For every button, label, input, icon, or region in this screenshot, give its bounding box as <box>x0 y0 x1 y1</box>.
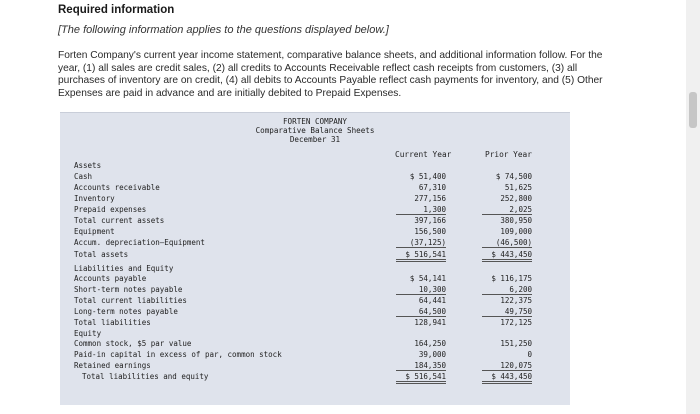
prior-value: (46,500) <box>482 238 532 248</box>
row-label: Long-term notes payable <box>74 307 178 316</box>
current-value: 164,250 <box>414 339 446 348</box>
prior-value: 6,200 <box>482 285 532 295</box>
row-label: Equity <box>74 329 102 338</box>
section-subtitle: [The following information applies to the questions displayed below.] <box>58 24 389 36</box>
current-value: 184,350 <box>396 361 446 371</box>
current-value: 1,300 <box>396 205 446 215</box>
row-label: Equipment <box>74 227 115 236</box>
current-value: 64,500 <box>396 307 446 317</box>
prior-value: $ 74,500 <box>495 172 532 181</box>
current-value: (37,125) <box>396 238 446 248</box>
prior-value: 151,250 <box>500 339 532 348</box>
row-label: Accounts payable <box>74 274 147 283</box>
scrollbar[interactable] <box>686 0 700 414</box>
prior-value: 252,800 <box>500 194 532 203</box>
row-label: Cash <box>74 172 93 181</box>
row-label: Assets <box>74 161 102 170</box>
row-label: Retained earnings <box>74 361 151 370</box>
row-label: Inventory <box>74 194 115 203</box>
row-label: Short-term notes payable <box>74 285 183 294</box>
statement-date: December 31 <box>289 135 341 144</box>
column-header-prior: Prior Year <box>485 150 532 159</box>
current-value: 156,500 <box>414 227 446 236</box>
prior-value: $ 443,450 <box>482 250 532 262</box>
current-value: 39,000 <box>418 350 446 359</box>
company-name: FORTEN COMPANY <box>282 117 347 126</box>
prior-value: 49,750 <box>482 307 532 317</box>
balance-sheet-panel <box>60 112 570 405</box>
current-value: $ 516,541 <box>396 250 446 262</box>
row-label: Prepaid expenses <box>74 205 147 214</box>
prior-value: 380,950 <box>500 216 532 225</box>
current-value: 277,156 <box>414 194 446 203</box>
current-value: $ 54,141 <box>409 274 446 283</box>
row-label: Total assets <box>74 250 129 259</box>
scrollbar-thumb[interactable] <box>689 92 697 128</box>
prior-value: $ 443,450 <box>482 372 532 384</box>
prior-value: 0 <box>527 350 532 359</box>
section-title: Required information <box>58 4 175 16</box>
row-label: Common stock, $5 par value <box>74 339 192 348</box>
prior-value: 122,375 <box>500 296 532 305</box>
row-label: Accum. depreciation—Equipment <box>74 238 205 247</box>
row-label: Total current liabilities <box>74 296 187 305</box>
current-value: $ 516,541 <box>396 372 446 384</box>
row-label: Total current assets <box>74 216 165 225</box>
statement-name: Comparative Balance Sheets <box>255 126 375 135</box>
current-value: 67,310 <box>418 183 446 192</box>
current-value: 128,941 <box>414 318 446 327</box>
prior-value: 2,025 <box>482 205 532 215</box>
row-label: Total liabilities and equity <box>82 372 209 381</box>
row-label: Accounts receivable <box>74 183 160 192</box>
prior-value: $ 116,175 <box>491 274 532 283</box>
intro-paragraph: Forten Company's current year income statement, comparative balance sheets, and additional information follow. For the year, (1) all sales are credit sales, (2) all credits to Accounts Receivable reflect cash receipts from customers, (3) all purchases of inventory are on credit, (4) all debits to Accounts Payable reflect cash payments for inventory, and (5) Other Expenses are paid in advance and are initially debited to Prepaid Expenses. <box>58 50 603 99</box>
row-label: Total liabilities <box>74 318 151 327</box>
current-value: 10,300 <box>396 285 446 295</box>
current-value: 64,441 <box>418 296 446 305</box>
current-value: 397,166 <box>414 216 446 225</box>
prior-value: 120,075 <box>482 361 532 371</box>
row-label: Liabilities and Equity <box>74 264 174 273</box>
prior-value: 172,125 <box>500 318 532 327</box>
prior-value: 109,000 <box>500 227 532 236</box>
row-label: Paid-in capital in excess of par, common stock <box>74 350 282 359</box>
column-header-current: Current Year <box>395 150 452 159</box>
current-value: $ 51,400 <box>409 172 446 181</box>
prior-value: 51,625 <box>504 183 532 192</box>
